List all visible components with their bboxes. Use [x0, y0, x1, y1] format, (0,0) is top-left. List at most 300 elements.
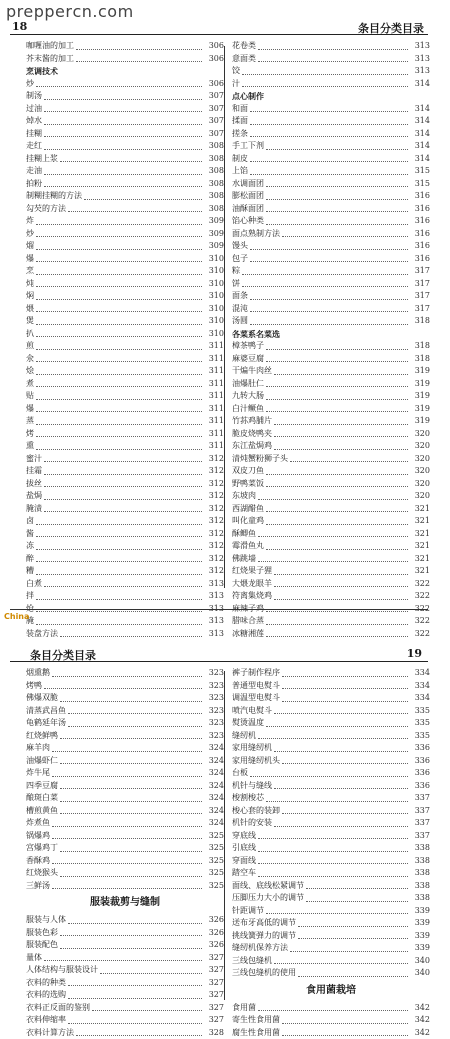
dot-leader	[44, 688, 202, 689]
toc-page-number: 327	[204, 1002, 224, 1015]
toc-column-left	[26, 667, 224, 1039]
toc-entry	[26, 880, 224, 893]
toc-entry	[232, 590, 430, 603]
toc-page-number: 308	[204, 140, 224, 153]
dot-leader	[266, 801, 408, 802]
dot-leader	[274, 713, 408, 714]
toc-page-number: 311	[204, 340, 224, 353]
toc-page-number: 321	[410, 503, 430, 516]
toc-entry	[26, 140, 224, 153]
dot-leader	[266, 474, 408, 475]
dot-leader	[274, 586, 408, 587]
toc-entry	[26, 440, 224, 453]
toc-entry-title: 槽煎黄鱼	[26, 805, 58, 818]
toc-page-number: 316	[410, 228, 430, 241]
toc-entry-title: 台板	[232, 767, 248, 780]
toc-entry	[26, 515, 224, 528]
page-header	[10, 647, 428, 662]
toc-entry-title: 干煸牛肉丝	[232, 365, 272, 378]
toc-entry	[232, 378, 430, 391]
toc-entry-title: 机针与缝线	[232, 780, 272, 793]
toc-entry-title: 缝纫机保养方法	[232, 942, 288, 955]
toc-page-number: 315	[410, 165, 430, 178]
toc-entry-title: 衣料伸缩率	[26, 1014, 66, 1027]
toc-entry-title: 炸煮鱼	[26, 817, 50, 830]
toc-page-number: 336	[410, 767, 430, 780]
toc-entry-title: 炝	[26, 603, 34, 616]
dot-leader	[258, 738, 408, 739]
toc-page-number: 317	[410, 303, 430, 316]
toc-entry-title: 寄生性食用菌	[232, 1014, 280, 1027]
dot-leader	[76, 1035, 202, 1036]
dot-leader	[250, 776, 408, 777]
toc-page-number: 311	[204, 403, 224, 416]
toc-entry-title: 油酥面团	[232, 203, 264, 216]
toc-entry-title: 烤鸭	[26, 680, 42, 693]
toc-page-number: 339	[410, 917, 430, 930]
toc-entry-title: 炸	[26, 215, 34, 228]
toc-entry	[232, 867, 430, 880]
toc-entry	[232, 705, 430, 718]
toc-entry-title: 混沌	[232, 303, 248, 316]
dot-leader	[274, 751, 408, 752]
toc-entry-title: 焖	[26, 290, 34, 303]
toc-page-number: 310	[204, 303, 224, 316]
toc-page-number: 340	[410, 967, 430, 980]
dot-leader	[36, 86, 202, 87]
toc-page-number: 342	[410, 1027, 430, 1039]
toc-section-heading	[232, 328, 430, 341]
toc-entry-title: 爆	[26, 403, 34, 416]
toc-entry-title: 脆皮烧鸭夹	[232, 428, 272, 441]
toc-page-number: 317	[410, 290, 430, 303]
toc-entry	[26, 528, 224, 541]
dot-leader	[36, 224, 202, 225]
toc-entry-title: 野鸭菜饭	[232, 478, 264, 491]
dot-leader	[92, 1010, 202, 1011]
toc-page-number: 321	[410, 553, 430, 566]
toc-entry	[232, 453, 430, 466]
toc-entry	[232, 440, 430, 453]
toc-entry-title: 挂糊	[26, 128, 42, 141]
toc-entry	[26, 628, 224, 641]
toc-page-number: 308	[204, 203, 224, 216]
toc-page-number: 311	[204, 440, 224, 453]
toc-entry-title: 醉	[26, 553, 34, 566]
toc-entry-title: 缝纫机	[232, 730, 256, 743]
toc-entry	[26, 615, 224, 628]
toc-page-number: 322	[410, 603, 430, 616]
toc-entry	[232, 667, 430, 680]
toc-entry-title: 宫爆鸡丁	[26, 842, 58, 855]
toc-page-number: 307	[204, 128, 224, 141]
toc-entry	[232, 515, 430, 528]
toc-entry-title: 送布牙高低的调节	[232, 917, 296, 930]
toc-entry	[26, 115, 224, 128]
toc-page-number: 342	[410, 1014, 430, 1027]
toc-entry	[232, 153, 430, 166]
toc-entry	[26, 540, 224, 553]
dot-leader	[60, 935, 202, 936]
toc-entry	[26, 328, 224, 341]
dot-leader	[44, 474, 202, 475]
dot-leader	[44, 136, 202, 137]
toc-entry-title: 上馅	[232, 165, 248, 178]
dot-leader	[266, 624, 408, 625]
toc-page-number: 321	[410, 528, 430, 541]
toc-page-number: 308	[204, 178, 224, 191]
toc-page-number: 325	[204, 855, 224, 868]
dot-leader	[258, 863, 408, 864]
toc-page-number: 312	[204, 453, 224, 466]
toc-page-number: 313	[410, 40, 430, 53]
toc-page-number: 315	[410, 178, 430, 191]
toc-entry	[26, 1014, 224, 1027]
toc-entry	[232, 742, 430, 755]
toc-entry-title: 蒸	[26, 415, 34, 428]
site-mark: China	[4, 612, 29, 621]
toc-entry-title: 家用缝纫机头	[232, 755, 280, 768]
toc-section-heading	[232, 90, 430, 103]
dot-leader	[266, 549, 408, 550]
dot-leader	[36, 574, 202, 575]
dot-leader	[60, 813, 202, 814]
toc-entry	[26, 378, 224, 391]
toc-entry-title: 膨松面团	[232, 190, 264, 203]
dot-leader	[68, 985, 202, 986]
column-divider	[224, 671, 225, 1000]
toc-entry-title: 包子	[232, 253, 248, 266]
dot-leader	[242, 74, 408, 75]
toc-entry	[26, 939, 224, 952]
page-header	[10, 20, 428, 35]
toc-entry	[26, 855, 224, 868]
toc-entry-title: 竹荪鸡脯片	[232, 415, 272, 428]
toc-entry	[232, 540, 430, 553]
toc-page-number: 338	[410, 842, 430, 855]
dot-leader	[36, 261, 202, 262]
dot-leader	[44, 149, 202, 150]
toc-page-number: 306	[204, 53, 224, 66]
dot-leader	[100, 973, 202, 974]
toc-page-number: 314	[410, 103, 430, 116]
toc-page-number: 313	[204, 603, 224, 616]
toc-entry-title: 服装色彩	[26, 927, 58, 940]
dot-leader	[44, 511, 202, 512]
toc-entry	[232, 578, 430, 591]
toc-page-number: 312	[204, 478, 224, 491]
dot-leader	[282, 1023, 408, 1024]
toc-entry-title: 针距调节	[232, 905, 264, 918]
toc-entry	[26, 867, 224, 880]
dot-leader	[36, 249, 202, 250]
dot-leader	[258, 499, 408, 500]
toc-entry	[232, 717, 430, 730]
dot-leader	[36, 549, 202, 550]
toc-entry	[26, 578, 224, 591]
toc-entry-title: 家用缝纫机	[232, 742, 272, 755]
toc-entry-title: 制皮	[232, 153, 248, 166]
toc-page-number: 338	[410, 892, 430, 905]
dot-leader	[266, 399, 408, 400]
dot-leader	[36, 311, 202, 312]
toc-page-number: 306	[204, 40, 224, 53]
toc-entry	[232, 178, 430, 191]
dot-leader	[290, 461, 408, 462]
toc-entry-title: 衣料计算方法	[26, 1027, 74, 1039]
dot-leader	[44, 186, 202, 187]
dot-leader	[282, 1035, 408, 1036]
dot-leader	[60, 738, 202, 739]
toc-entry	[26, 842, 224, 855]
toc-entry	[26, 153, 224, 166]
toc-entry-title: 氽	[26, 353, 34, 366]
dot-leader	[36, 436, 202, 437]
toc-entry	[26, 215, 224, 228]
toc-page-number: 339	[410, 942, 430, 955]
toc-page-number: 311	[204, 390, 224, 403]
toc-page-number: 321	[410, 565, 430, 578]
toc-entry	[26, 755, 224, 768]
toc-entry-title: 馅心种类	[232, 215, 264, 228]
toc-entry-title: 油爆肚仁	[232, 378, 264, 391]
toc-entry	[232, 967, 430, 980]
toc-entry	[26, 190, 224, 203]
dot-leader	[274, 574, 408, 575]
toc-entry	[232, 140, 430, 153]
dot-leader	[84, 199, 202, 200]
toc-page-number: 320	[410, 490, 430, 503]
toc-entry	[26, 767, 224, 780]
dot-leader	[36, 286, 202, 287]
toc-page-number: 323	[204, 692, 224, 705]
dot-leader	[76, 61, 202, 62]
dot-leader	[258, 1010, 408, 1011]
toc-entry-title: 冰糖湘莲	[232, 628, 264, 641]
toc-entry-title: 和面	[232, 103, 248, 116]
dot-leader	[282, 813, 408, 814]
dot-leader	[258, 61, 408, 62]
toc-entry	[26, 1002, 224, 1015]
toc-page-number: 323	[204, 680, 224, 693]
toc-entry-title: 东江盐焗鸡	[232, 440, 272, 453]
toc-entry	[232, 253, 430, 266]
toc-entry	[26, 667, 224, 680]
toc-page-number: 322	[410, 590, 430, 603]
dot-leader	[266, 636, 408, 637]
toc-page-number: 311	[204, 353, 224, 366]
toc-entry	[232, 942, 430, 955]
toc-entry	[26, 692, 224, 705]
toc-page-number: 312	[204, 553, 224, 566]
toc-page-number: 327	[204, 952, 224, 965]
toc-page-number: 314	[410, 153, 430, 166]
toc-entry-title: 挑线簧弹力的调节	[232, 930, 296, 943]
toc-entry-title: 烤	[26, 428, 34, 441]
toc-entry-title: 挂霜	[26, 465, 42, 478]
dot-leader	[36, 449, 202, 450]
dot-leader	[52, 888, 202, 889]
toc-page-number: 309	[204, 215, 224, 228]
toc-entry-title: 佛跳墙	[232, 553, 256, 566]
toc-page-number: 337	[410, 817, 430, 830]
dot-leader	[298, 926, 408, 927]
dot-leader	[250, 249, 408, 250]
dot-leader	[36, 424, 202, 425]
toc-page-number: 334	[410, 680, 430, 693]
toc-entry-title: 腊味合蒸	[232, 615, 264, 628]
dot-leader	[68, 1023, 202, 1024]
dot-leader	[60, 801, 202, 802]
dot-leader	[52, 751, 202, 752]
toc-entry	[26, 742, 224, 755]
dot-leader	[266, 726, 408, 727]
toc-entry	[232, 628, 430, 641]
dot-leader	[52, 676, 202, 677]
toc-entry-title: 人体结构与服装设计	[26, 964, 98, 977]
toc-entry-title: 盐焗	[26, 490, 42, 503]
dot-leader	[36, 599, 202, 600]
toc-page-number: 317	[410, 265, 430, 278]
toc-page-number: 335	[410, 705, 430, 718]
dot-leader	[250, 174, 408, 175]
toc-page-number: 338	[410, 867, 430, 880]
toc-entry-title: 芥末酱的加工	[26, 53, 74, 66]
toc-page-number: 316	[410, 190, 430, 203]
toc-page-number: 309	[204, 228, 224, 241]
toc-entry	[26, 390, 224, 403]
toc-entry	[26, 565, 224, 578]
dot-leader	[36, 299, 202, 300]
dot-leader	[266, 349, 408, 350]
toc-entry-title: 酱	[26, 528, 34, 541]
dot-leader	[266, 411, 408, 412]
toc-page-number: 316	[410, 253, 430, 266]
toc-column-right	[232, 667, 430, 1039]
toc-entry	[232, 290, 430, 303]
toc-entry	[26, 365, 224, 378]
toc-entry-title: 煎	[26, 340, 34, 353]
toc-entry-title: 梭割梭芯	[232, 792, 264, 805]
toc-entry	[26, 290, 224, 303]
toc-entry	[26, 265, 224, 278]
toc-entry	[232, 1027, 430, 1039]
toc-entry	[232, 303, 430, 316]
dot-leader	[36, 411, 202, 412]
toc-page-number: 324	[204, 792, 224, 805]
toc-entry-title: 服装配色	[26, 939, 58, 952]
toc-entry-title: 蜜汁	[26, 453, 42, 466]
toc-page-number: 310	[204, 328, 224, 341]
toc-entry-title: 意面类	[232, 53, 256, 66]
toc-page-number: 312	[204, 465, 224, 478]
dot-leader	[282, 676, 408, 677]
toc-entry	[232, 692, 430, 705]
dot-leader	[266, 386, 408, 387]
dot-leader	[250, 299, 408, 300]
dot-leader	[36, 624, 202, 625]
toc-entry-title: 揉面	[232, 115, 248, 128]
dot-leader	[36, 561, 202, 562]
toc-page-number: 335	[410, 717, 430, 730]
toc-entry	[26, 228, 224, 241]
toc-entry	[26, 680, 224, 693]
dot-leader	[36, 374, 202, 375]
toc-entry-title: 普通型电熨斗	[232, 680, 280, 693]
toc-page-number: 322	[410, 578, 430, 591]
dot-leader	[36, 349, 202, 350]
toc-entry	[232, 553, 430, 566]
dot-leader	[36, 236, 202, 237]
toc-entry	[232, 905, 430, 918]
toc-entry	[232, 340, 430, 353]
toc-entry	[26, 278, 224, 291]
toc-entry-title: 水调面团	[232, 178, 264, 191]
toc-entry-title: 熘	[26, 240, 34, 253]
toc-page-number: 342	[410, 1002, 430, 1015]
toc-page-number: 308	[204, 190, 224, 203]
toc-entry-title: 面条	[232, 290, 248, 303]
toc-entry-title: 香酥鸡	[26, 855, 50, 868]
toc-page-number: 327	[204, 989, 224, 1002]
toc-page-number: 336	[410, 780, 430, 793]
dot-leader	[44, 111, 202, 112]
toc-page-number: 313	[204, 615, 224, 628]
toc-entry	[232, 830, 430, 843]
toc-entry-title: 霉滑鱼丸	[232, 540, 264, 553]
dot-leader	[60, 876, 202, 877]
toc-entry	[26, 717, 224, 730]
toc-entry-title: 双皮刀鱼	[232, 465, 264, 478]
toc-page-number: 313	[410, 65, 430, 78]
toc-entry-title: 馒头	[232, 240, 248, 253]
toc-entry-title: 挂糊上浆	[26, 153, 58, 166]
toc-entry-title: 喷汽电熨斗	[232, 705, 272, 718]
section-heading: 服装裁剪与缝制	[26, 892, 224, 914]
toc-entry-title: 熨烫温度	[232, 717, 264, 730]
toc-page-number: 337	[410, 830, 430, 843]
toc-entry-title: 饼	[232, 278, 240, 291]
toc-entry-title: 衣料正反面的鉴别	[26, 1002, 90, 1015]
toc-entry-title: 粽	[232, 265, 240, 278]
toc-entry	[232, 755, 430, 768]
toc-entry-title: 麻辣子鸡	[232, 603, 264, 616]
toc-entry	[26, 964, 224, 977]
dot-leader	[36, 386, 202, 387]
toc-entry	[232, 503, 430, 516]
toc-entry-title: 装盘方法	[26, 628, 58, 641]
dot-leader	[52, 826, 202, 827]
toc-entry-title: 炒	[26, 78, 34, 91]
toc-entry	[26, 977, 224, 990]
toc-page-number: 322	[410, 615, 430, 628]
dot-leader	[44, 499, 202, 500]
toc-entry	[26, 415, 224, 428]
dot-leader	[274, 599, 408, 600]
toc-page-number: 328	[204, 1027, 224, 1039]
toc-entry	[232, 215, 430, 228]
toc-entry	[232, 780, 430, 793]
dot-leader	[242, 274, 408, 275]
toc-entry-title: 点心制作	[232, 90, 264, 103]
toc-entry	[232, 78, 430, 91]
dot-leader	[68, 923, 202, 924]
toc-entry	[232, 240, 430, 253]
dot-leader	[76, 49, 202, 50]
toc-entry-title: 叫化童鸡	[232, 515, 264, 528]
toc-entry-title: 腌	[26, 615, 34, 628]
toc-entry	[26, 490, 224, 503]
